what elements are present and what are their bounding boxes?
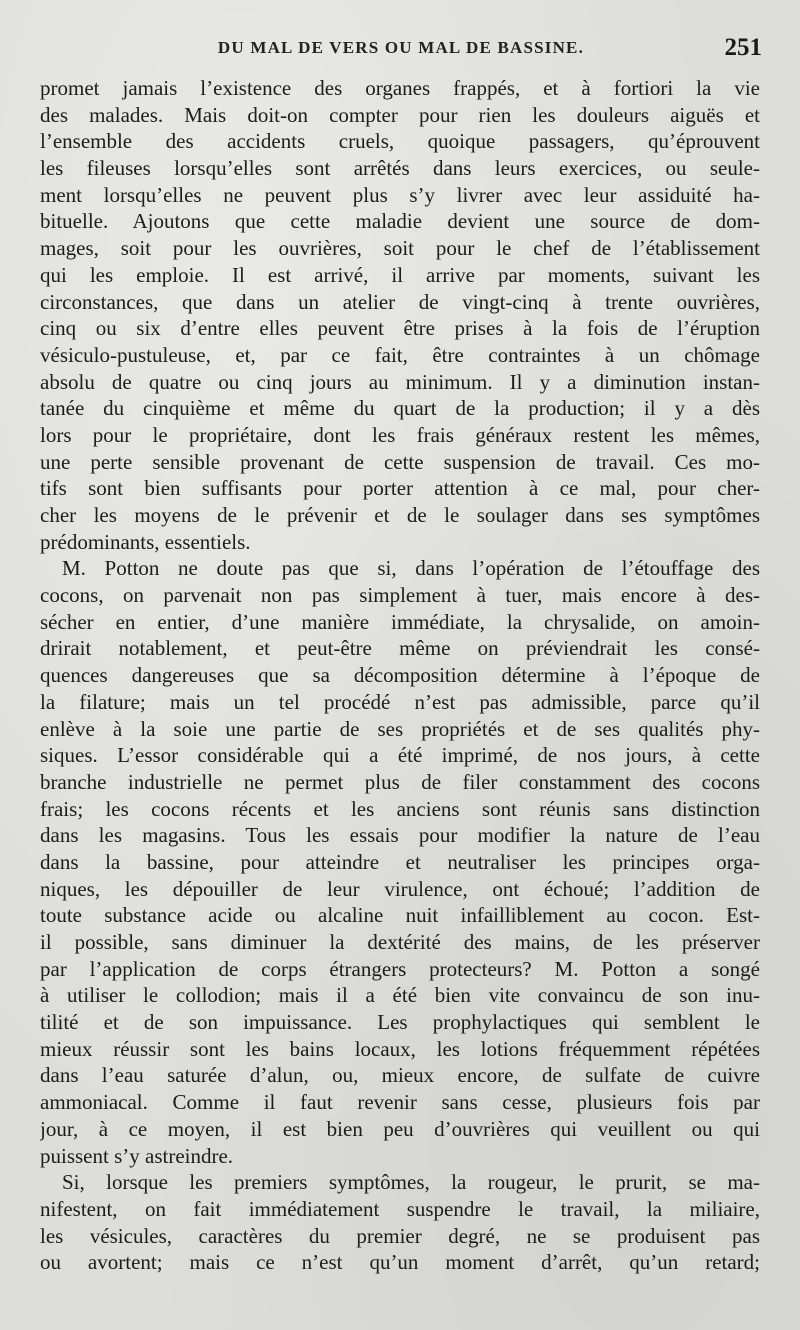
text-line: cinq ou six d’entre elles peuvent être prises à la fois de l’éruption (40, 316, 760, 341)
text-line: M. Potton ne doute pas que si, dans l’opération de l’étouffage des (62, 556, 760, 581)
text-line: sécher en entier, d’une manière immédiate, la chrysalide, on amoin- (40, 609, 760, 634)
text-line: Si, lorsque les premiers symptômes, la rougeur, le prurit, se ma- (62, 1170, 760, 1195)
text-line: nifestent, on fait immédiatement suspendre le travail, la miliaire, (40, 1196, 760, 1221)
page-number: 251 (724, 34, 762, 61)
text-line: cocons, on parvenait non pas simplement à tuer, mais encore à des- (40, 583, 760, 608)
text-line: siques. L’essor considérable qui a été imprimé, de nos jours, à cette (40, 743, 760, 768)
page-header (40, 36, 762, 72)
text-line: une perte sensible provenant de cette suspension de travail. Ces mo- (40, 449, 760, 474)
text-line: quences dangereuses que sa décomposition détermine à l’époque de (40, 663, 760, 688)
text-line: puissent s’y astreindre. (40, 1143, 234, 1168)
text-line: lors pour le propriétaire, dont les frais généraux restent les mêmes, (40, 422, 760, 447)
text-line: frais; les cocons récents et les anciens sont réunis sans distinction (40, 796, 760, 821)
text-line: prédominants, essentiels. (40, 529, 251, 554)
text-line: par l’application de corps étrangers protecteurs? M. Potton a songé (40, 956, 760, 981)
text-line: dans la bassine, pour atteindre et neutraliser les principes orga- (40, 849, 760, 874)
text-line: ment lorsqu’elles ne peuvent plus s’y livrer avec leur assiduité ha- (40, 182, 760, 207)
text-line: vésiculo-pustuleuse, et, par ce fait, être contraintes à un chômage (40, 342, 760, 367)
text-line: l’ensemble des accidents cruels, quoique passagers, qu’éprouvent (40, 129, 760, 154)
text-line: mieux réussir sont les bains locaux, les lotions fréquemment répétées (40, 1036, 760, 1061)
text-line: promet jamais l’existence des organes frappés, et à fortiori la vie (40, 76, 760, 100)
text-line: à utiliser le collodion; mais il a été bien vite convaincu de son inu- (40, 983, 760, 1008)
running-title: DU MAL DE VERS OU MAL DE BASSINE. (217, 38, 585, 57)
text-line: toute substance acide ou alcaline nuit infailliblement au cocon. Est- (40, 903, 760, 928)
text-line: les fileuses lorsqu’elles sont arrêtés dans leurs exercices, ou seule- (40, 156, 760, 181)
text-line: ou avortent; mais ce n’est qu’un moment d’arrêt, qu’un retard; (40, 1250, 760, 1275)
text-line: niques, les dépouiller de leur virulence, ont échoué; l’addition de (40, 876, 760, 901)
text-line: il possible, sans diminuer la dextérité des mains, de les préserver (40, 930, 760, 954)
text-line: des malades. Mais doit-on compter pour rien les douleurs aiguës et (40, 102, 760, 127)
text-line: enlève à la soie une partie de ses propriétés et de ses qualités phy- (40, 716, 760, 741)
body-text (40, 75, 760, 1276)
text-line: mages, soit pour les ouvrières, soit pour le chef de l’établissement (40, 236, 760, 261)
text-line: drirait notablement, et peut-être même on préviendrait les consé- (40, 636, 760, 661)
text-line: bituelle. Ajoutons que cette maladie devient une source de dom- (40, 209, 760, 234)
text-line: ammoniacal. Comme il faut revenir sans cesse, plusieurs fois par (40, 1090, 760, 1115)
text-line: dans les magasins. Tous les essais pour modifier la nature de l’eau (40, 823, 760, 848)
text-line: tifs sont bien suffisants pour porter attention à ce mal, pour cher- (40, 476, 760, 501)
text-line: cher les moyens de le prévenir et de le soulager dans ses symptômes (40, 503, 760, 527)
text-line: branche industrielle ne permet plus de filer constamment des cocons (40, 769, 760, 794)
text-line: dans l’eau saturée d’alun, ou, mieux encore, de sulfate de cuivre (40, 1063, 760, 1088)
text-line: la filature; mais un tel procédé n’est pas admissible, parce qu’il (40, 689, 760, 714)
text-line: circonstances, que dans un atelier de vingt-cinq à trente ouvrières, (40, 289, 760, 314)
text-line: qui les emploie. Il est arrivé, il arrive par moments, suivant les (40, 262, 760, 287)
text-line: jour, à ce moyen, il est bien peu d’ouvrières qui veuillent ou qui (40, 1116, 760, 1141)
text-line: absolu de quatre ou cinq jours au minimum. Il y a diminution instan- (40, 369, 760, 394)
text-line: tilité et de son impuissance. Les prophylactiques qui semblent le (40, 1010, 760, 1035)
text-line: les vésicules, caractères du premier degré, ne se produisent pas (40, 1223, 760, 1248)
text-line: tanée du cinquième et même du quart de la production; il y a dès (40, 396, 760, 421)
